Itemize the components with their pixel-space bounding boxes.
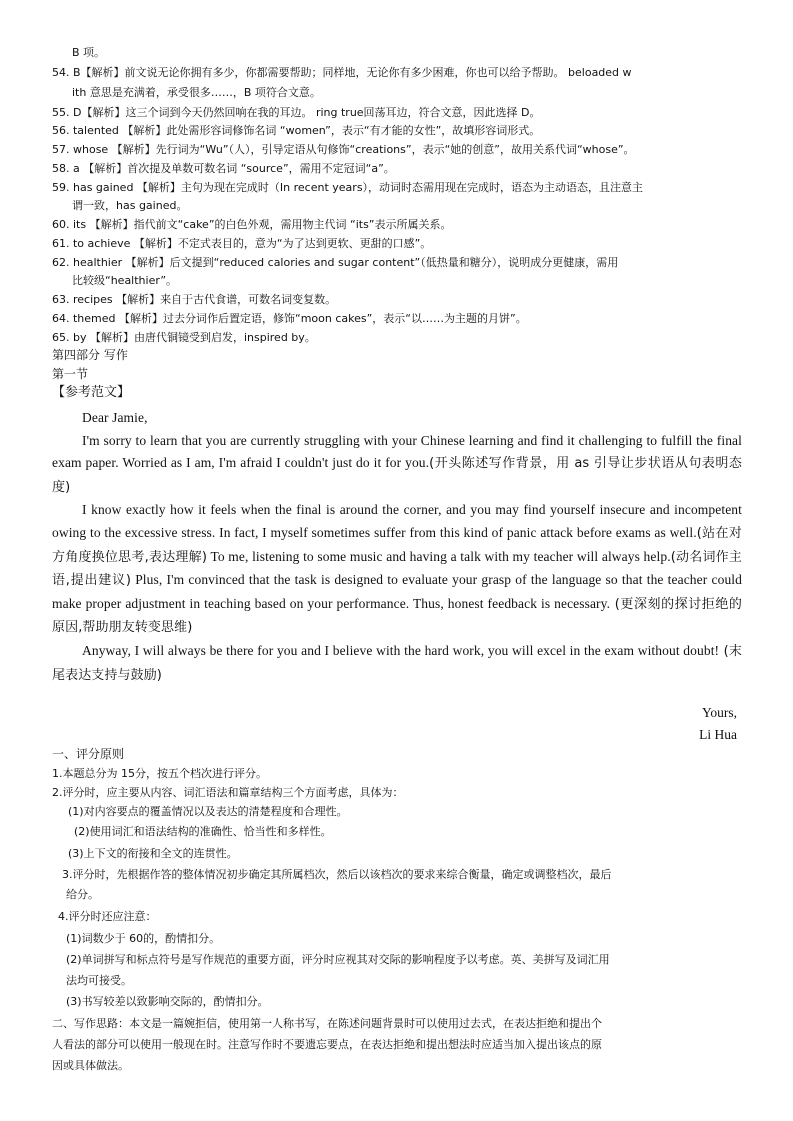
writing-approach-line1: 二、写作思路：本文是一篇婉拒信，使用第一人称书写，在陈述问题背景时可以使用过去式，在表达拒绝和提出个 [52, 1017, 602, 1030]
grading-rule-3-line2: 给分。 [66, 888, 99, 901]
answer-54-line2: ith 意思是充满着，承受很多……，B 项符合文意。 [72, 86, 321, 99]
grading-rule-4-2-line2: 法均可接受。 [66, 974, 132, 987]
reference-essay [52, 407, 742, 687]
grading-rule-2: 2.评分时，应主要从内容、词汇语法和篇章结构三个方面考虑，具体为： [52, 786, 404, 799]
essay-p2-text-a: I know exactly how it feels when the final is around the corner, and you may find yourself insecure and incompetent owing to the excessive stress. In fact, I myself sometimes suffer from this kind of panic attack before exams as well. [52, 502, 742, 540]
answer-59-line1: 59. has gained 【解析】主句为现在完成时（In recent years），动词时态需用现在完成时，语态为主动语态，且注意主 [52, 181, 644, 194]
essay-salutation: Dear Jamie, [82, 410, 148, 425]
essay-p1-annotation: (开头陈述写作背景，用 as 引导让步状语从句表明态度) [52, 456, 742, 495]
grading-rule-4-2-line1: (2)单词拼写和标点符号是写作规范的重要方面，评分时应视其对交际的影响程度予以考虑。英、美拼写及词汇用 [66, 953, 610, 966]
grading-heading: 一、评分原则 [52, 747, 125, 761]
essay-p3-text: Anyway, I will always be there for you and I believe with the hard work, you will excel in the exam without doubt! [82, 642, 720, 658]
answer-62-line1: 62. healthier 【解析】后文提到“reduced calories and sugar content”（低热量和糖分），说明成分更健康，需用 [52, 256, 619, 269]
answer-56: 56. talented 【解析】此处需形容词修饰名词 “women”，表示“有才能的女性”，故填形容词形式。 [52, 124, 541, 137]
grading-rule-2-2: (2)使用词汇和语法结构的准确性、恰当性和多样性。 [74, 825, 332, 838]
answer-63: 63. recipes 【解析】来自于古代食谱，可数名词变复数。 [52, 293, 337, 306]
grading-rule-2-1: (1)对内容要点的覆盖情况以及表达的清楚程度和合理性。 [68, 805, 348, 818]
reference-essay-label: 【参考范文】 [52, 385, 131, 400]
answer-59-line2: 谓一致，has gained。 [72, 199, 188, 212]
answer-62-line2: 比较级“healthier”。 [72, 274, 178, 287]
answer-61: 61. to achieve 【解析】不定式表目的，意为“为了达到更软、更甜的口感”。 [52, 237, 432, 250]
writing-approach-line2: 人看法的部分可以使用一般现在时。注意写作时不要遗忘要点，在表达拒绝和提出想法时应适当加入提出该点的原 [52, 1038, 602, 1051]
answer-54-line1: 54. B【解析】前文说无论你拥有多少，你都需要帮助；同样地，无论你有多少困难，你也可以给予帮助。 beloaded w [52, 66, 632, 79]
grading-rule-4: 4.评分时还应注意： [58, 910, 157, 923]
essay-paragraph-3 [52, 640, 742, 687]
section-part-title: 第四部分 写作 [52, 348, 128, 362]
grading-rule-3-line1: 3.评分时，先根据作答的整体情况初步确定其所属档次，然后以该档次的要求来综合衡量，确定或调整档次，最后 [62, 868, 612, 881]
essay-paragraph-2 [52, 499, 742, 640]
essay-p1-text: I'm sorry to learn that you are currently struggling with your Chinese learning and find it challenging to fulfill the final exam paper. Worried as I am, I'm afraid I couldn't just do it for you. [52, 432, 742, 471]
essay-p3-annotation: (末尾表达支持与鼓励) [52, 643, 742, 683]
answer-57: 57. whose 【解析】先行词为“Wu”（人），引导定语从句修饰“creations”，表示“她的创意”，故用关系代词“whose”。 [52, 143, 635, 156]
section-subtitle: 第一节 [52, 367, 89, 381]
essay-p2-text-c: Plus, I'm convinced that the task is designed to evaluate your grasp of the language so that the teacher could make proper adjustment in teaching based on your performance. Thus, honest feedback is necessary. [52, 572, 742, 611]
answer-55: 55. D【解析】这三个词到今天仍然回响在我的耳边。 ring true回荡耳边，符合文意，因此选择 D。 [52, 106, 541, 119]
essay-closing: Yours, [701, 705, 737, 720]
essay-p2-annotation-3: (更深刻的探讨拒绝的原因,帮助朋友转变思维) [52, 596, 742, 636]
grading-rule-1: 1.本题总分为 15分，按五个档次进行评分。 [52, 767, 267, 780]
answer-58: 58. a 【解析】首次提及单数可数名词 “source”，需用不定冠词“a”。 [52, 162, 395, 175]
essay-p2-text-b: To me, listening to some music and having a talk with my teacher will always help. [207, 548, 671, 564]
answer-60: 60. its 【解析】指代前文“cake”的白色外观，需用物主代词 “its”表示所属关系。 [52, 218, 452, 231]
grading-rule-4-1: (1)词数少于 60的，酌情扣分。 [66, 932, 221, 945]
answer-64: 64. themed 【解析】过去分词作后置定语，修饰“moon cakes”，表示“以……为主题的月饼”。 [52, 312, 527, 325]
writing-approach-line3: 因或具体做法。 [52, 1059, 129, 1072]
essay-paragraph-1 [52, 430, 742, 500]
answer-53-tail: B 项。 [72, 46, 106, 59]
grading-rule-4-3: (3)书写较差以致影响交际的，酌情扣分。 [66, 995, 269, 1008]
answer-65: 65. by 【解析】由唐代铜镜受到启发，inspired by。 [52, 331, 316, 344]
essay-p2-annotation-2: (动名词作主语,提出建议) [52, 549, 743, 589]
essay-p2-annotation-1: (站在对方角度换位思考,表达理解) [52, 525, 742, 565]
grading-rule-2-3: (3)上下文的衔接和全文的连贯性。 [68, 847, 238, 860]
essay-signature: Li Hua [699, 727, 737, 742]
